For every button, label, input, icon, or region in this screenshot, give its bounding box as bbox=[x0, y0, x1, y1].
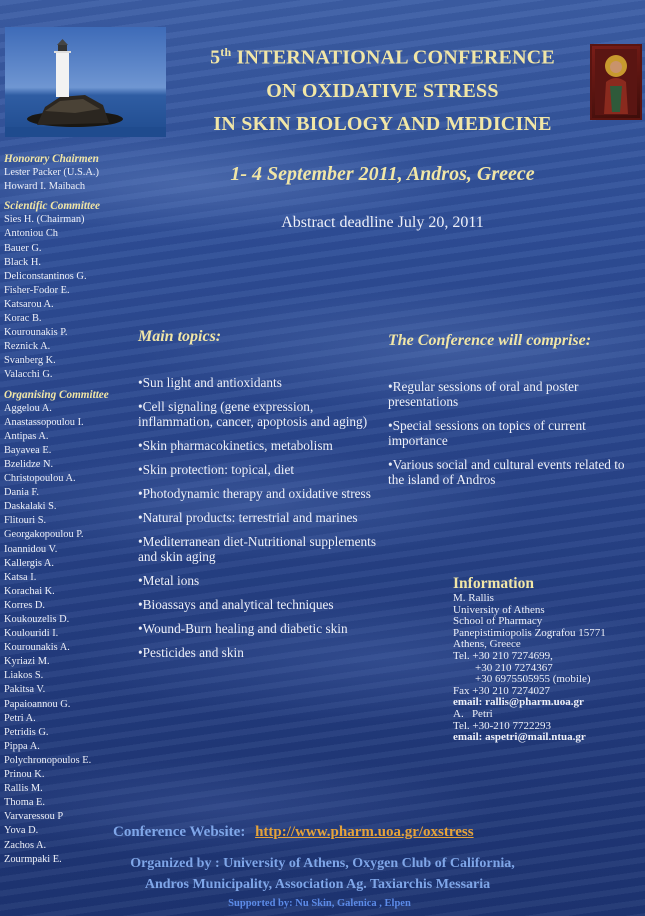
info-line: Fax +30 210 7274027 bbox=[453, 684, 550, 697]
website-label: Conference Website: bbox=[113, 824, 246, 840]
info-line: School of Pharmacy bbox=[453, 615, 543, 628]
info-line: Tel. +30 210 7274699, bbox=[453, 649, 553, 662]
organising-header: Organising Committee bbox=[4, 388, 109, 401]
organising-member: Pippa A. bbox=[4, 740, 40, 752]
scientific-member: Fisher-Fodor E. bbox=[4, 284, 70, 296]
info-line: Tel. +30-210 7722293 bbox=[453, 719, 552, 732]
topic-item: •Skin pharmacokinetics, metabolism bbox=[138, 438, 333, 453]
organising-member: Korres D. bbox=[4, 599, 45, 611]
topic-item: •Skin protection: topical, diet bbox=[138, 462, 295, 477]
scientific-list bbox=[4, 213, 109, 382]
organising-member: Bzelidze N. bbox=[4, 458, 54, 470]
organising-member: Thoma E. bbox=[4, 797, 45, 809]
information-lines-2 bbox=[453, 709, 638, 732]
organising-member: Koulouridi I. bbox=[4, 628, 59, 640]
organising-member: Liakos S. bbox=[4, 670, 44, 682]
conference-website bbox=[113, 824, 474, 841]
topic-item: •Wound-Burn healing and diabetic skin bbox=[138, 621, 348, 636]
main-topics-header: Main topics: bbox=[138, 328, 222, 345]
title-line-1: 5th INTERNATIONAL CONFERENCE bbox=[210, 45, 555, 69]
organising-member: Christopoulou A. bbox=[4, 473, 76, 485]
scientific-member: Valacchi G. bbox=[4, 369, 53, 381]
topic-item: •Pesticides and skin bbox=[138, 645, 244, 660]
scientific-member: Bauer G. bbox=[4, 242, 42, 254]
topic-item: •Photodynamic therapy and oxidative stress bbox=[138, 486, 371, 501]
conference-dates: 1- 4 September 2011, Andros, Greece bbox=[230, 163, 535, 185]
organising-member: Pakitsa V. bbox=[4, 684, 46, 696]
scientific-member: Black H. bbox=[4, 256, 41, 268]
conference-title bbox=[175, 36, 590, 141]
organising-member: Polychronopoulos E. bbox=[4, 754, 92, 766]
lighthouse-photo bbox=[5, 27, 166, 137]
info-line: +30 6975505955 (mobile) bbox=[453, 673, 591, 686]
supported-by: Supported by: Nu Skin, Galenica , Elpen bbox=[228, 898, 411, 909]
comprise-list bbox=[388, 379, 633, 496]
organising-member: Anastassopoulou I. bbox=[4, 416, 84, 428]
info-line: M. Rallis bbox=[453, 592, 494, 604]
organising-member: Aggelou A. bbox=[4, 402, 52, 414]
scientific-member: Svanberg K. bbox=[4, 355, 56, 367]
organising-member: Prinou K. bbox=[4, 769, 45, 781]
info-line: +30 210 7274367 bbox=[453, 661, 553, 674]
organising-member: Georgakopoulou P. bbox=[4, 529, 84, 541]
info-line: A. Petri bbox=[453, 707, 493, 720]
title-line-3: IN SKIN BIOLOGY AND MEDICINE bbox=[213, 112, 552, 135]
organising-member: Papaioannou G. bbox=[4, 698, 71, 710]
information-lines bbox=[453, 593, 638, 697]
topic-item: •Mediterranean diet-Nutritional supplements and skin aging bbox=[138, 534, 377, 564]
topic-item: •Natural products: terrestrial and marines bbox=[138, 510, 358, 525]
organising-member: Petri A. bbox=[4, 712, 36, 724]
scientific-member: Korac B. bbox=[4, 313, 42, 325]
organising-member: Korachai K. bbox=[4, 585, 55, 597]
organising-member: Koukouzelis D. bbox=[4, 614, 70, 625]
scientific-member: Deliconstantinos G. bbox=[4, 270, 87, 282]
comprise-header: The Conference will comprise: bbox=[388, 332, 592, 349]
comprise-item: •Special sessions on topics of current importance bbox=[388, 418, 586, 448]
email-petri[interactable]: email: aspetri@mail.ntua.gr bbox=[453, 731, 586, 744]
organising-member: Bayavea E. bbox=[4, 444, 52, 456]
honorary-list bbox=[4, 166, 109, 194]
organising-member: Katsa I. bbox=[4, 571, 37, 583]
organized-by-line-2: Andros Municipality, Association Ag. Taxiarchis Messaria bbox=[144, 877, 491, 892]
organising-member: Petridis G. bbox=[4, 726, 49, 738]
information-header: Information bbox=[453, 575, 534, 592]
organising-member: Kourounakis A. bbox=[4, 642, 70, 654]
honorary-member: Howard I. Maibach bbox=[4, 181, 86, 193]
scientific-member: Reznick A. bbox=[4, 341, 51, 353]
honorary-header: Honorary Chairmen bbox=[4, 153, 99, 165]
information-block bbox=[453, 575, 638, 744]
saint-icon-image bbox=[590, 44, 642, 120]
main-topics-list bbox=[138, 375, 388, 669]
info-line: Athens, Greece bbox=[453, 638, 521, 651]
topic-item: •Cell signaling (gene expression, inflammation, cancer, apoptosis and aging) bbox=[138, 399, 368, 429]
scientific-member: Sies H. (Chairman) bbox=[4, 214, 85, 226]
organising-member: Ioannidou V. bbox=[4, 543, 58, 555]
info-line: University of Athens bbox=[453, 603, 545, 616]
topic-item: •Sun light and antioxidants bbox=[138, 375, 282, 390]
organising-member: Varvaressou P bbox=[4, 811, 64, 823]
scientific-member: Kourounakis P. bbox=[4, 327, 68, 339]
organising-member: Yova D. bbox=[4, 825, 39, 837]
committee-sidebar bbox=[4, 152, 109, 867]
title-line-2: ON OXIDATIVE STRESS bbox=[266, 79, 499, 102]
organising-member: Zourmpaki E. bbox=[4, 853, 62, 865]
organising-member: Zachos A. bbox=[4, 839, 47, 851]
organising-member: Kyriazi M. bbox=[4, 656, 50, 668]
organising-member: Flitouri S. bbox=[4, 515, 47, 527]
website-link[interactable]: http://www.pharm.uoa.gr/oxstress bbox=[255, 824, 474, 840]
scientific-member: Katsarou A. bbox=[4, 298, 54, 310]
comprise-item: •Various social and cultural events related to the island of Andros bbox=[388, 457, 625, 487]
organising-list bbox=[4, 402, 109, 867]
scientific-member: Antoniou Ch bbox=[4, 228, 58, 240]
organising-member: Antipas A. bbox=[4, 430, 49, 442]
email-rallis[interactable]: email: rallis@pharm.uoa.gr bbox=[453, 696, 584, 709]
organising-member: Dania F. bbox=[4, 487, 39, 499]
info-line: Panepistimiopolis Zografou 15771 bbox=[453, 626, 606, 639]
organising-member: Kallergis A. bbox=[4, 557, 55, 569]
organized-by-line-1: Organized by : University of Athens, Oxygen Club of California, bbox=[130, 856, 515, 871]
abstract-deadline: Abstract deadline July 20, 2011 bbox=[281, 214, 484, 231]
comprise-item: •Regular sessions of oral and poster presentations bbox=[388, 379, 579, 409]
topic-item: •Bioassays and analytical techniques bbox=[138, 597, 334, 612]
scientific-header: Scientific Committee bbox=[4, 200, 101, 213]
organising-member: Rallis M. bbox=[4, 783, 43, 795]
honorary-member: Lester Packer (U.S.A.) bbox=[4, 167, 99, 179]
topic-item: •Metal ions bbox=[138, 573, 200, 588]
organising-member: Daskalaki S. bbox=[4, 501, 57, 513]
